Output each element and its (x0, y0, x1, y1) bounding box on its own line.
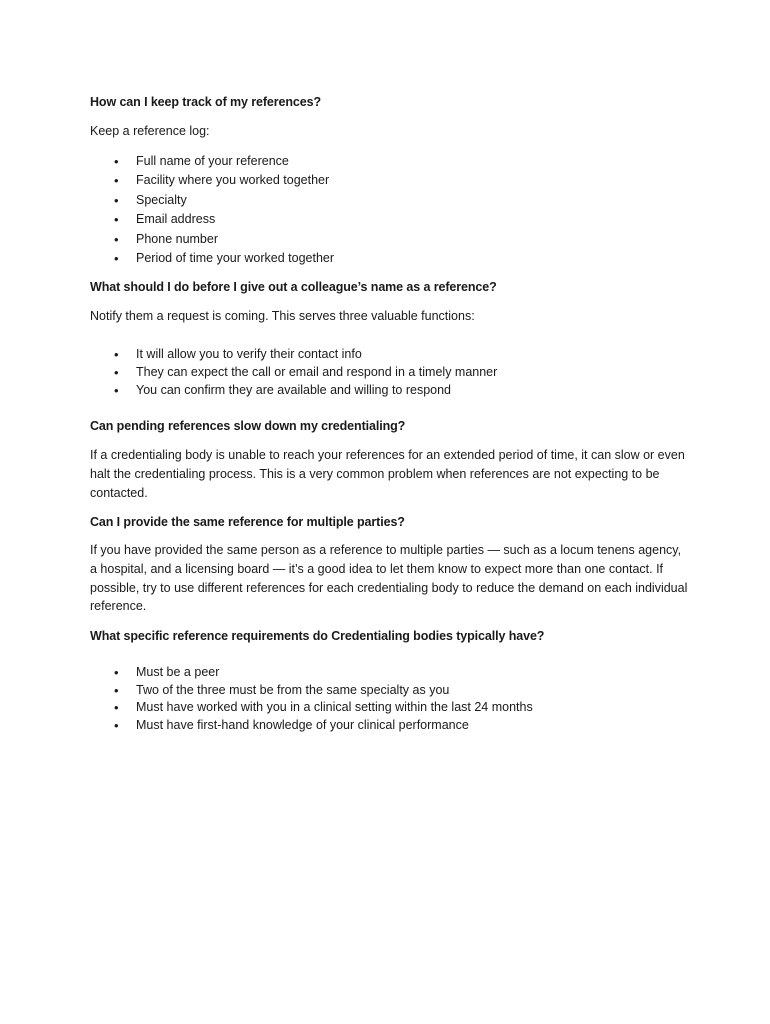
list-item: • Facility where you worked together (0, 173, 334, 192)
section-intro: Keep a reference log: (90, 124, 210, 138)
section-heading: What specific reference requirements do Credentialing bodies typically have? (90, 629, 545, 643)
section-heading: Can I provide the same reference for multiple parties? (90, 515, 405, 529)
list-item: • It will allow you to verify their contact info (0, 347, 497, 365)
list-item: • Must be a peer (0, 665, 533, 683)
requirements-list (0, 665, 533, 735)
list-item: • Full name of your reference (0, 154, 334, 173)
reference-log-list (0, 154, 334, 270)
list-item: • Phone number (0, 232, 334, 251)
section-heading: Can pending references slow down my credentialing? (90, 419, 406, 433)
section-paragraph: If a credentialing body is unable to reach your references for an extended period of time, it can slow or even halt the credentialing process. This is a very common problem when references are not expecting to be contacted. (90, 448, 685, 500)
section-paragraph: If you have provided the same person as a reference to multiple parties — such as a locum tenens agency, a hospital, and a licensing board — it’s a good idea to let them know to expect more than one contact. If possible, try to use different references for each credentialing body to reduce the demand on each individual reference. (90, 543, 688, 614)
list-item: • Must have worked with you in a clinical setting within the last 24 months (0, 700, 533, 718)
functions-list (0, 347, 497, 401)
list-item: • Period of time your worked together (0, 251, 334, 270)
list-item: • They can expect the call or email and respond in a timely manner (0, 365, 497, 383)
list-item: • Must have first-hand knowledge of your clinical performance (0, 718, 533, 736)
list-item: • Specialty (0, 193, 334, 212)
section-intro: Notify them a request is coming. This serves three valuable functions: (90, 309, 475, 323)
section-heading: What should I do before I give out a colleague’s name as a reference? (90, 280, 497, 294)
section-heading: How can I keep track of my references? (90, 95, 322, 109)
list-item: • Email address (0, 212, 334, 231)
list-item: • Two of the three must be from the same specialty as you (0, 683, 533, 701)
list-item: • You can confirm they are available and willing to respond (0, 383, 497, 401)
